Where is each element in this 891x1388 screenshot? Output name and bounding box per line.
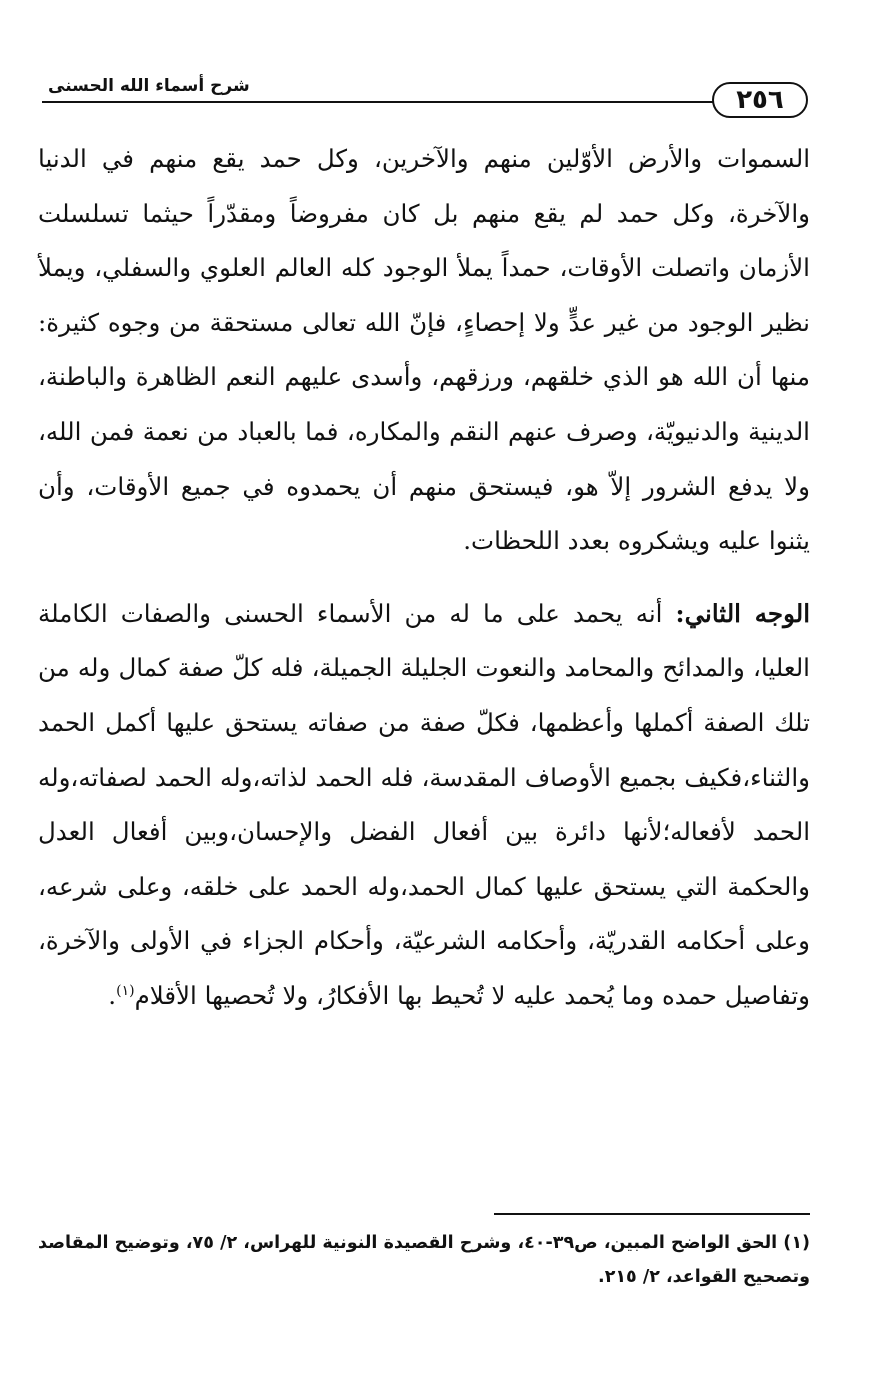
footnote-text: (١) الحق الواضح المبين، ص٣٩-٤٠، وشرح القصيدة النونية للهراس، ٢/ ٧٥، وتوضيح المقاصد وتصحيح القواعد، ٢/ ٢١٥. <box>38 1233 810 1287</box>
page-number: ٢٥٦ <box>712 82 808 118</box>
footnote-marker: (١) <box>116 982 135 999</box>
paragraph-2-text: أنه يحمد على ما له من الأسماء الحسنى والصفات الكاملة العليا، والمدائح والمحامد والنعوت الجليلة الجميلة، فله كلّ صفة كمال وله من تلك الصفة أكملها وأعظمها، فكلّ صفة من صفاته يستحق عليها أكمل الحمد والثناء،فكيف بجميع الأوصاف المقدسة، فله الحمد لذاته،وله الحمد لصفاته،وله الحمد لأفعاله؛لأنها دائرة بين أفعال الفضل والإحسان،وبين أفعال العدل والحكمة التي يستحق عليها كمال الحمد،وله الحمد على خلقه، وعلى شرعه، وعلى أحكامه القدريّة، وأحكامه الشرعيّة، وأحكام الجزاء في الأولى والآخرة، وتفاصيل حمده وما يُحمد عليه لا تُحيط بها الأفكارُ، ولا تُحصيها الأقلام <box>38 598 810 1010</box>
header-rule <box>42 101 732 103</box>
body-text <box>38 132 810 1024</box>
footnote <box>38 1226 810 1294</box>
paragraph-2-heading: الوجه الثاني: <box>675 598 810 628</box>
running-head <box>42 68 802 108</box>
paragraph-2 <box>38 587 810 1024</box>
footnote-rule <box>494 1213 810 1215</box>
running-title: شرح أسماء الله الحسنى <box>48 76 250 96</box>
paragraph-gap <box>38 569 810 587</box>
paragraph-1: السموات والأرض الأوّلين منهم والآخرين، وكل حمد يقع منهم في الدنيا والآخرة، وكل حمد لم يقع منهم بل كان مفروضاً ومقدّراً حيثما تسلسلت الأزمان واتصلت الأوقات، حمداً يملأ الوجود كله العالم العلوي والسفلي، ويملأ نظير الوجود من غير عدٍّ ولا إحصاءٍ، فإنّ الله تعالى مستحقة من وجوه كثيرة: منها أن الله هو الذي خلقهم، ورزقهم، وأسدى عليهم النعم الظاهرة والباطنة، الدينية والدنيويّة، وصرف عنهم النقم والمكاره، فما بالعباد من نعمة فمن الله، ولا يدفع الشرور إلاّ هو، فيستحق منهم أن يحمدوه في جميع الأوقات، وأن يثنوا عليه ويشكروه بعدد اللحظات. <box>38 144 810 556</box>
paragraph-2-end: . <box>108 980 117 1010</box>
